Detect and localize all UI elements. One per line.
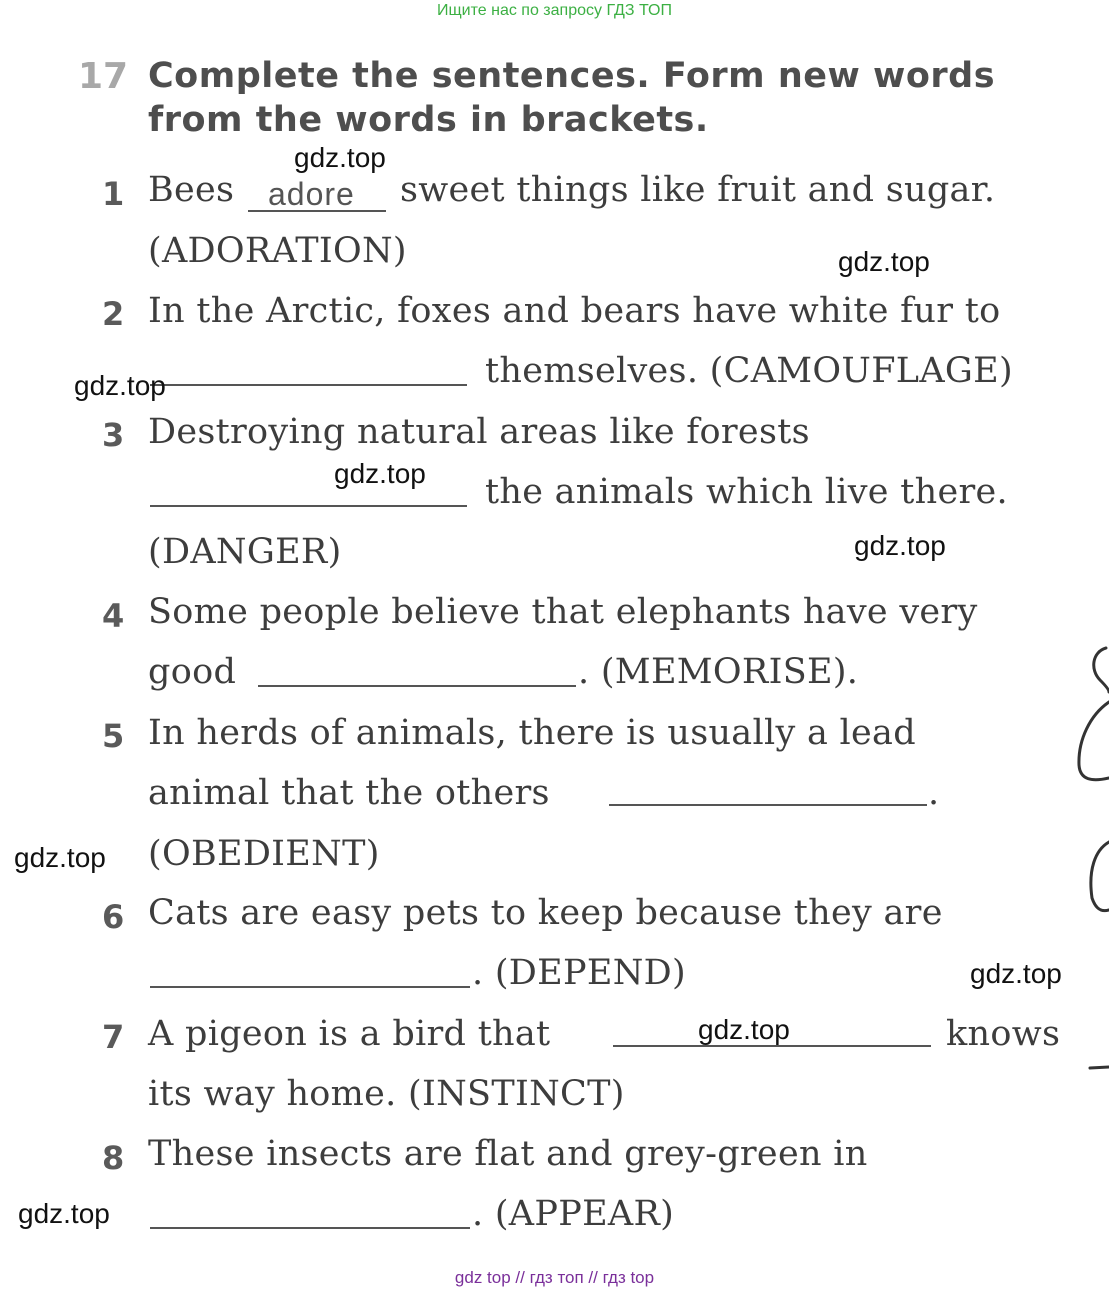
- answer-text: adore: [268, 176, 355, 212]
- question-text: . (MEMORISE).: [578, 652, 859, 692]
- question-text: . (APPEAR): [472, 1194, 675, 1234]
- question-text: In the Arctic, foxes and bears have white fur to: [148, 291, 1001, 331]
- question-text: good: [148, 652, 237, 692]
- answer-blank[interactable]: [248, 210, 386, 212]
- answer-blank[interactable]: [150, 505, 467, 507]
- answer-blank[interactable]: [150, 384, 467, 386]
- top-banner: Ищите нас по запросу ГДЗ ТОП: [437, 2, 672, 19]
- question-number: 8: [102, 1139, 125, 1177]
- answer-blank[interactable]: [150, 1227, 470, 1229]
- question-text: (ADORATION): [148, 231, 407, 271]
- question-text: its way home. (INSTINCT): [148, 1074, 625, 1114]
- question-text: These insects are flat and grey-green in: [148, 1134, 868, 1174]
- question-number: 7: [102, 1018, 125, 1056]
- question-number: 3: [102, 416, 125, 454]
- watermark: gdz.top: [854, 530, 946, 561]
- question-text: (OBEDIENT): [148, 834, 380, 874]
- question-text: the animals which live there.: [485, 472, 1008, 512]
- watermark: gdz.top: [698, 1014, 790, 1045]
- exercise-title-line1: Complete the sentences. Form new words: [148, 56, 996, 96]
- question-text: (DANGER): [148, 532, 342, 572]
- exercise-number: 17: [78, 56, 129, 97]
- answer-blank[interactable]: [150, 986, 470, 988]
- question-number: 1: [102, 175, 125, 213]
- question-text: sweet things like fruit and sugar.: [400, 170, 996, 210]
- question-text: Destroying natural areas like forests: [148, 412, 810, 452]
- question-text: In herds of animals, there is usually a lead: [148, 713, 916, 753]
- question-number: 6: [102, 898, 125, 936]
- question-number: 5: [102, 717, 125, 755]
- question-text: A pigeon is a bird that: [148, 1014, 551, 1054]
- margin-scribble-decoration: [1070, 640, 1109, 1080]
- watermark: gdz.top: [294, 142, 386, 173]
- question-text: knows: [946, 1014, 1061, 1054]
- question-text: animal that the others: [148, 773, 550, 813]
- question-text: Some people believe that elephants have very: [148, 592, 978, 632]
- watermark: gdz.top: [74, 370, 166, 401]
- question-text: themselves. (CAMOUFLAGE): [485, 351, 1013, 391]
- watermark: gdz.top: [970, 958, 1062, 989]
- footer-watermark: gdz top // гдз топ // гдз top: [454, 1268, 655, 1287]
- question-text: Bees: [148, 170, 235, 210]
- question-text: .: [928, 773, 940, 813]
- watermark: gdz.top: [18, 1198, 110, 1229]
- question-number: 2: [102, 295, 125, 333]
- answer-blank[interactable]: [609, 804, 927, 806]
- question-number: 4: [102, 597, 125, 635]
- question-text: Cats are easy pets to keep because they are: [148, 893, 943, 933]
- answer-blank[interactable]: [258, 685, 576, 687]
- watermark: gdz.top: [334, 458, 426, 489]
- exercise-title-line2: from the words in brackets.: [148, 100, 709, 140]
- watermark: gdz.top: [14, 842, 106, 873]
- watermark: gdz.top: [838, 246, 930, 277]
- question-text: . (DEPEND): [472, 953, 686, 993]
